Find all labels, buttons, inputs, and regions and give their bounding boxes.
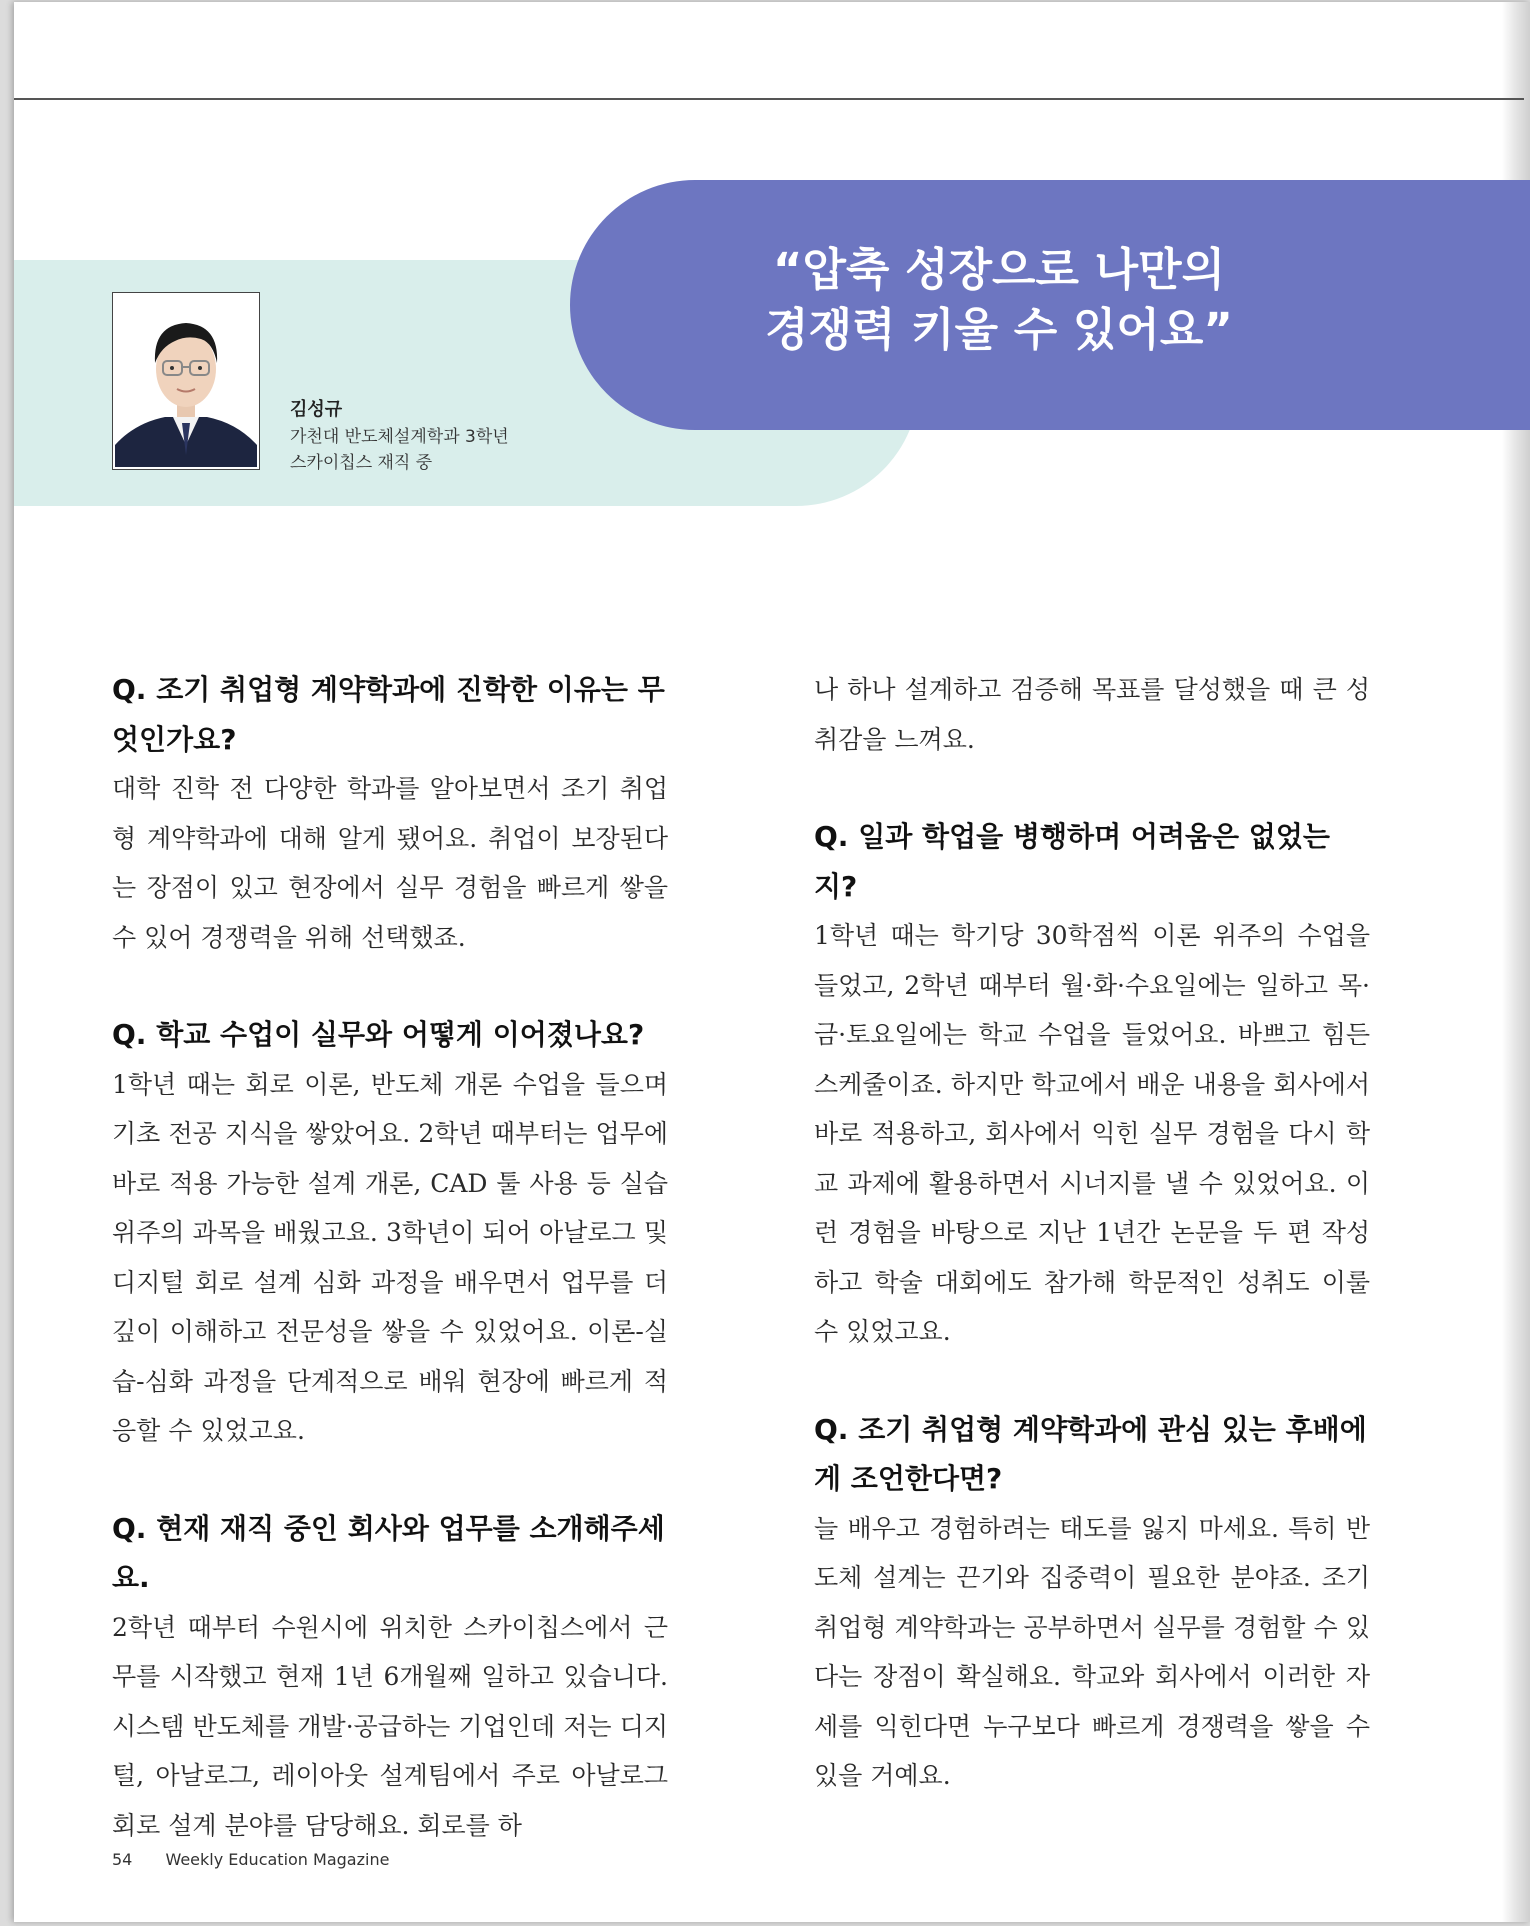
- profile-school: 가천대 반도체설계학과 3학년: [290, 427, 509, 447]
- left-column: [112, 665, 668, 1898]
- profile-name: 김성규: [290, 399, 343, 420]
- qa-block: [112, 1504, 668, 1851]
- qa-block: [814, 812, 1370, 1357]
- profile-photo: [112, 292, 260, 470]
- right-column: [814, 665, 1370, 1849]
- question-heading: Q. 현재 재직 중인 회사와 업무를 소개해주세요.: [112, 1511, 665, 1594]
- pull-quote-line-2: 경쟁력 키울 수 있어요”: [765, 303, 1233, 356]
- qa-block: [112, 1010, 668, 1456]
- page-footer: [112, 1850, 389, 1869]
- profile-job: 스카이칩스 재직 중: [290, 453, 433, 473]
- answer-text: 1학년 때는 학기당 30학점씩 이론 위주의 수업을 들었고, 2학년 때부터 월·화·수요일에는 일하고 목·금·토요일에는 학교 수업을 들었어요. 바쁘고 힘든 스케줄이죠. 하지만 학교에서 배운 내용을 회사에서 바로 적용하고, 회사에서 익힌 실무 경험을 다시 학교 과제에 활용하면서 시너지를 낼 수 있었어요. 이런 경험을 바탕으로 지난 1년간 논문을 두 편 작성하고 학술 대회에도 참가해 학문적인 성취도 이룰 수 있었고요.: [814, 921, 1370, 1346]
- qa-block: [814, 665, 1370, 764]
- qa-block: [112, 665, 668, 962]
- question-heading: Q. 학교 수업이 실무와 어떻게 이어졌나요?: [112, 1018, 645, 1051]
- answer-text-continued: 나 하나 설계하고 검증해 목표를 달성했을 때 큰 성취감을 느껴요.: [814, 675, 1370, 754]
- answer-text: 2학년 때부터 수원시에 위치한 스카이칩스에서 근무를 시작했고 현재 1년 6개월째 일하고 있습니다. 시스템 반도체를 개발·공급하는 기업인데 저는 디지털, 아날로그, 레이아웃 설계팀에서 주로 아날로그 회로 설계 분야를 담당해요. 회로를 하: [112, 1612, 668, 1840]
- answer-text: 대학 진학 전 다양한 학과를 알아보면서 조기 취업형 계약학과에 대해 알게 됐어요. 취업이 보장된다는 장점이 있고 현장에서 실무 경험을 빠르게 쌓을 수 있어 경쟁력을 위해 선택했죠.: [112, 774, 668, 952]
- pull-quote: [614, 240, 1384, 360]
- person-portrait-icon: [115, 295, 257, 467]
- page-number: 54: [112, 1850, 133, 1869]
- answer-text: 1학년 때는 회로 이론, 반도체 개론 수업을 들으며 기초 전공 지식을 쌓았어요. 2학년 때부터는 업무에 바로 적용 가능한 설계 개론, CAD 툴 사용 등 실습 위주의 과목을 배웠고요. 3학년이 되어 아날로그 및 디지털 회로 설계 심화 과정을 배우면서 업무를 더 깊이 이해하고 전문성을 쌓을 수 있었어요. 이론-실습-심화 과정을 단계적으로 배워 현장에 빠르게 적응할 수 있었고요.: [112, 1069, 668, 1445]
- magazine-title: Weekly Education Magazine: [165, 1850, 390, 1869]
- pull-quote-line-1: “압축 성장으로 나만의: [772, 243, 1226, 296]
- profile-info: [290, 396, 509, 476]
- question-heading: Q. 조기 취업형 계약학과에 진학한 이유는 무엇인가요?: [112, 673, 665, 756]
- question-heading: Q. 일과 학업을 병행하며 어려움은 없었는지?: [814, 820, 1330, 903]
- answer-text: 늘 배우고 경험하려는 태도를 잃지 마세요. 특히 반도체 설계는 끈기와 집중력이 필요한 분야죠. 조기 취업형 계약학과는 공부하면서 실무를 경험할 수 있다는 장점이 확실해요. 학교와 회사에서 이러한 자세를 익힌다면 누구보다 빠르게 경쟁력을 쌓을 수 있을 거예요.: [814, 1513, 1370, 1790]
- qa-block: [814, 1405, 1370, 1801]
- magazine-page: [14, 2, 1530, 1922]
- question-heading: Q. 조기 취업형 계약학과에 관심 있는 후배에게 조언한다면?: [814, 1412, 1367, 1495]
- top-divider: [14, 98, 1524, 100]
